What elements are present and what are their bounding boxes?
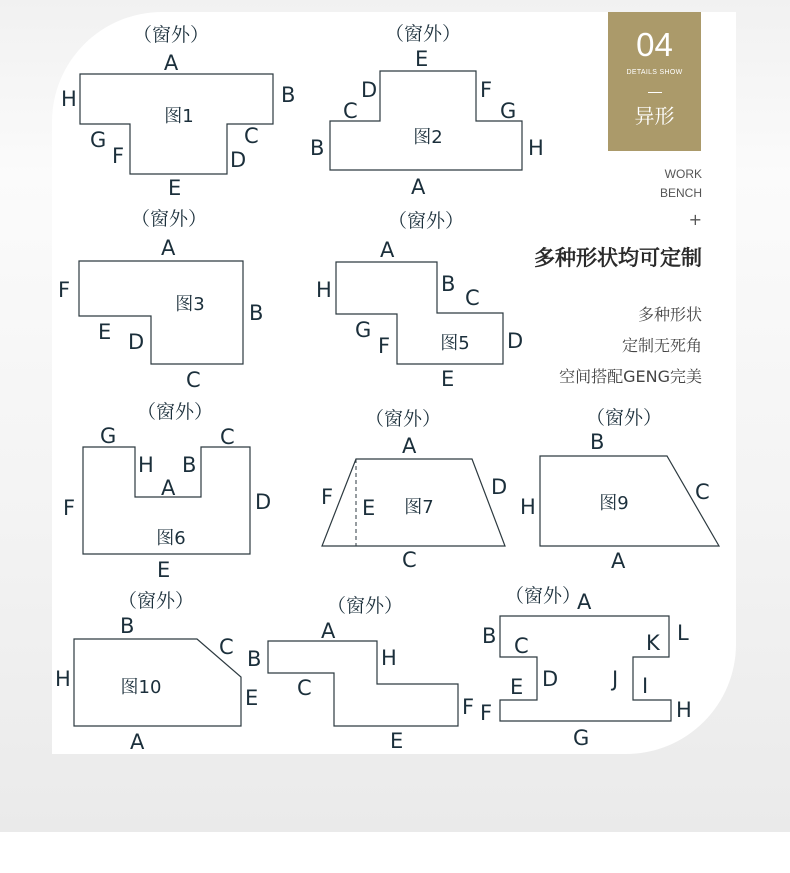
- diagram-10: [55, 590, 258, 754]
- diagram-3: [58, 208, 263, 392]
- diagram-1: [61, 24, 295, 200]
- edge-label-e: E: [510, 675, 524, 699]
- edge-label-f: F: [378, 334, 391, 358]
- edge-label-f: F: [480, 701, 493, 725]
- window-caption: （窗外）: [504, 585, 582, 607]
- edge-label-e: E: [362, 496, 376, 520]
- section-badge: [608, 12, 701, 151]
- edge-label-g: G: [573, 726, 590, 750]
- edge-label-a: A: [611, 549, 626, 573]
- edge-label-e: E: [390, 729, 404, 753]
- edge-label-d: D: [507, 329, 524, 353]
- edge-label-h: H: [381, 646, 397, 670]
- work-line: WORK: [664, 167, 702, 181]
- edge-label-f: F: [112, 144, 125, 168]
- edge-label-f: F: [480, 78, 493, 102]
- edge-label-e: E: [157, 558, 171, 582]
- edge-label-d: D: [361, 78, 378, 102]
- diagram-12: [480, 585, 692, 750]
- edge-label-g: G: [90, 128, 107, 152]
- edge-label-f: F: [462, 695, 475, 719]
- edge-label-a: A: [161, 236, 176, 260]
- edge-label-b: B: [590, 430, 605, 454]
- diagram-11: [247, 595, 474, 753]
- edge-label-d: D: [128, 330, 145, 354]
- feature-2: 定制无死角: [621, 336, 702, 355]
- window-caption: （窗外）: [326, 595, 404, 617]
- work-bench-label: [660, 165, 702, 203]
- shape-outline: [79, 261, 243, 364]
- window-caption: （窗外）: [387, 210, 465, 232]
- edge-label-d: D: [491, 475, 508, 499]
- diagram-2: [310, 23, 544, 199]
- edge-label-d: D: [255, 490, 272, 514]
- badge-subtitle: DETAILS SHOW: [626, 69, 683, 76]
- diagram-name: 图3: [175, 294, 205, 315]
- diagram-name: 图10: [120, 677, 162, 698]
- edge-label-b: B: [182, 453, 197, 477]
- edge-label-c: C: [465, 286, 480, 310]
- edge-label-g: G: [355, 318, 372, 342]
- edge-label-b: B: [120, 614, 135, 638]
- edge-label-f: F: [321, 485, 334, 509]
- edge-label-f: F: [58, 278, 71, 302]
- diagram-name: 图6: [156, 528, 186, 549]
- window-caption: （窗外）: [130, 208, 208, 230]
- diagram-name: 图7: [404, 497, 434, 518]
- headline: 多种形状均可定制: [534, 246, 702, 270]
- feature-1: 多种形状: [637, 305, 702, 324]
- edge-label-c: C: [220, 425, 235, 449]
- edge-label-e: E: [245, 686, 259, 710]
- edge-label-g: G: [500, 99, 517, 123]
- shape-outline: [336, 262, 503, 364]
- diagram-name: 图9: [599, 493, 629, 514]
- edge-label-e: E: [98, 320, 112, 344]
- edge-label-d: D: [230, 148, 247, 172]
- edge-label-h: H: [138, 453, 154, 477]
- edge-label-a: A: [411, 175, 426, 199]
- diagram-name: 图1: [164, 106, 194, 127]
- window-caption: （窗外）: [384, 23, 462, 45]
- edge-label-c: C: [402, 548, 417, 572]
- edge-label-h: H: [61, 87, 77, 111]
- edge-label-b: B: [249, 301, 264, 325]
- diagram-name: 图5: [440, 333, 470, 354]
- edge-label-b: B: [281, 83, 296, 107]
- edge-label-c: C: [695, 480, 710, 504]
- edge-label-c: C: [219, 635, 234, 659]
- diagram-6: [63, 401, 271, 582]
- edge-label-k: K: [646, 631, 660, 655]
- edge-label-h: H: [520, 495, 536, 519]
- edge-label-a: A: [321, 619, 336, 643]
- shape-outline: [330, 71, 522, 170]
- edge-label-a: A: [163, 51, 179, 75]
- edge-label-h: H: [528, 136, 544, 160]
- diagram-7: [321, 408, 507, 572]
- edge-label-c: C: [343, 99, 358, 123]
- edge-label-e: E: [441, 367, 455, 391]
- diagram-9: [520, 407, 719, 573]
- window-caption: （窗外）: [585, 407, 663, 429]
- edge-label-b: B: [310, 136, 325, 160]
- edge-label-d: D: [542, 667, 559, 691]
- edge-label-b: B: [247, 647, 262, 671]
- window-caption: （窗外）: [132, 24, 210, 46]
- edge-label-i: I: [642, 674, 649, 698]
- window-caption: （窗外）: [364, 408, 442, 430]
- edge-label-a: A: [402, 434, 417, 458]
- edge-label-a: A: [161, 476, 176, 500]
- edge-label-j: J: [612, 667, 619, 691]
- edge-label-a: A: [130, 730, 145, 754]
- edge-label-f: F: [63, 496, 76, 520]
- diagram-name: 图2: [413, 127, 443, 148]
- edge-label-h: H: [55, 667, 71, 691]
- badge-dash: [648, 92, 662, 93]
- edge-label-a: A: [380, 238, 395, 262]
- edge-label-c: C: [186, 368, 201, 392]
- badge-title: 异形: [634, 104, 675, 128]
- edge-label-b: B: [482, 624, 497, 648]
- edge-label-h: H: [316, 278, 332, 302]
- diagram-5: [316, 210, 523, 391]
- edge-label-e: E: [415, 47, 429, 71]
- plus-icon: +: [688, 210, 702, 229]
- edge-label-e: E: [168, 176, 182, 200]
- edge-label-l: L: [677, 621, 689, 645]
- edge-label-b: B: [441, 272, 456, 296]
- badge-number: 04: [636, 26, 673, 63]
- bench-line: BENCH: [659, 186, 702, 200]
- edge-label-h: H: [676, 698, 692, 722]
- window-caption: （窗外）: [136, 401, 214, 423]
- feature-3: 空间搭配GENG完美: [559, 367, 702, 386]
- edge-label-g: G: [100, 424, 117, 448]
- edge-label-a: A: [577, 590, 592, 614]
- shape-outline: [540, 456, 719, 546]
- edge-label-c: C: [244, 124, 259, 148]
- window-caption: （窗外）: [117, 590, 195, 612]
- edge-label-c: C: [514, 634, 529, 658]
- edge-label-c: C: [297, 676, 312, 700]
